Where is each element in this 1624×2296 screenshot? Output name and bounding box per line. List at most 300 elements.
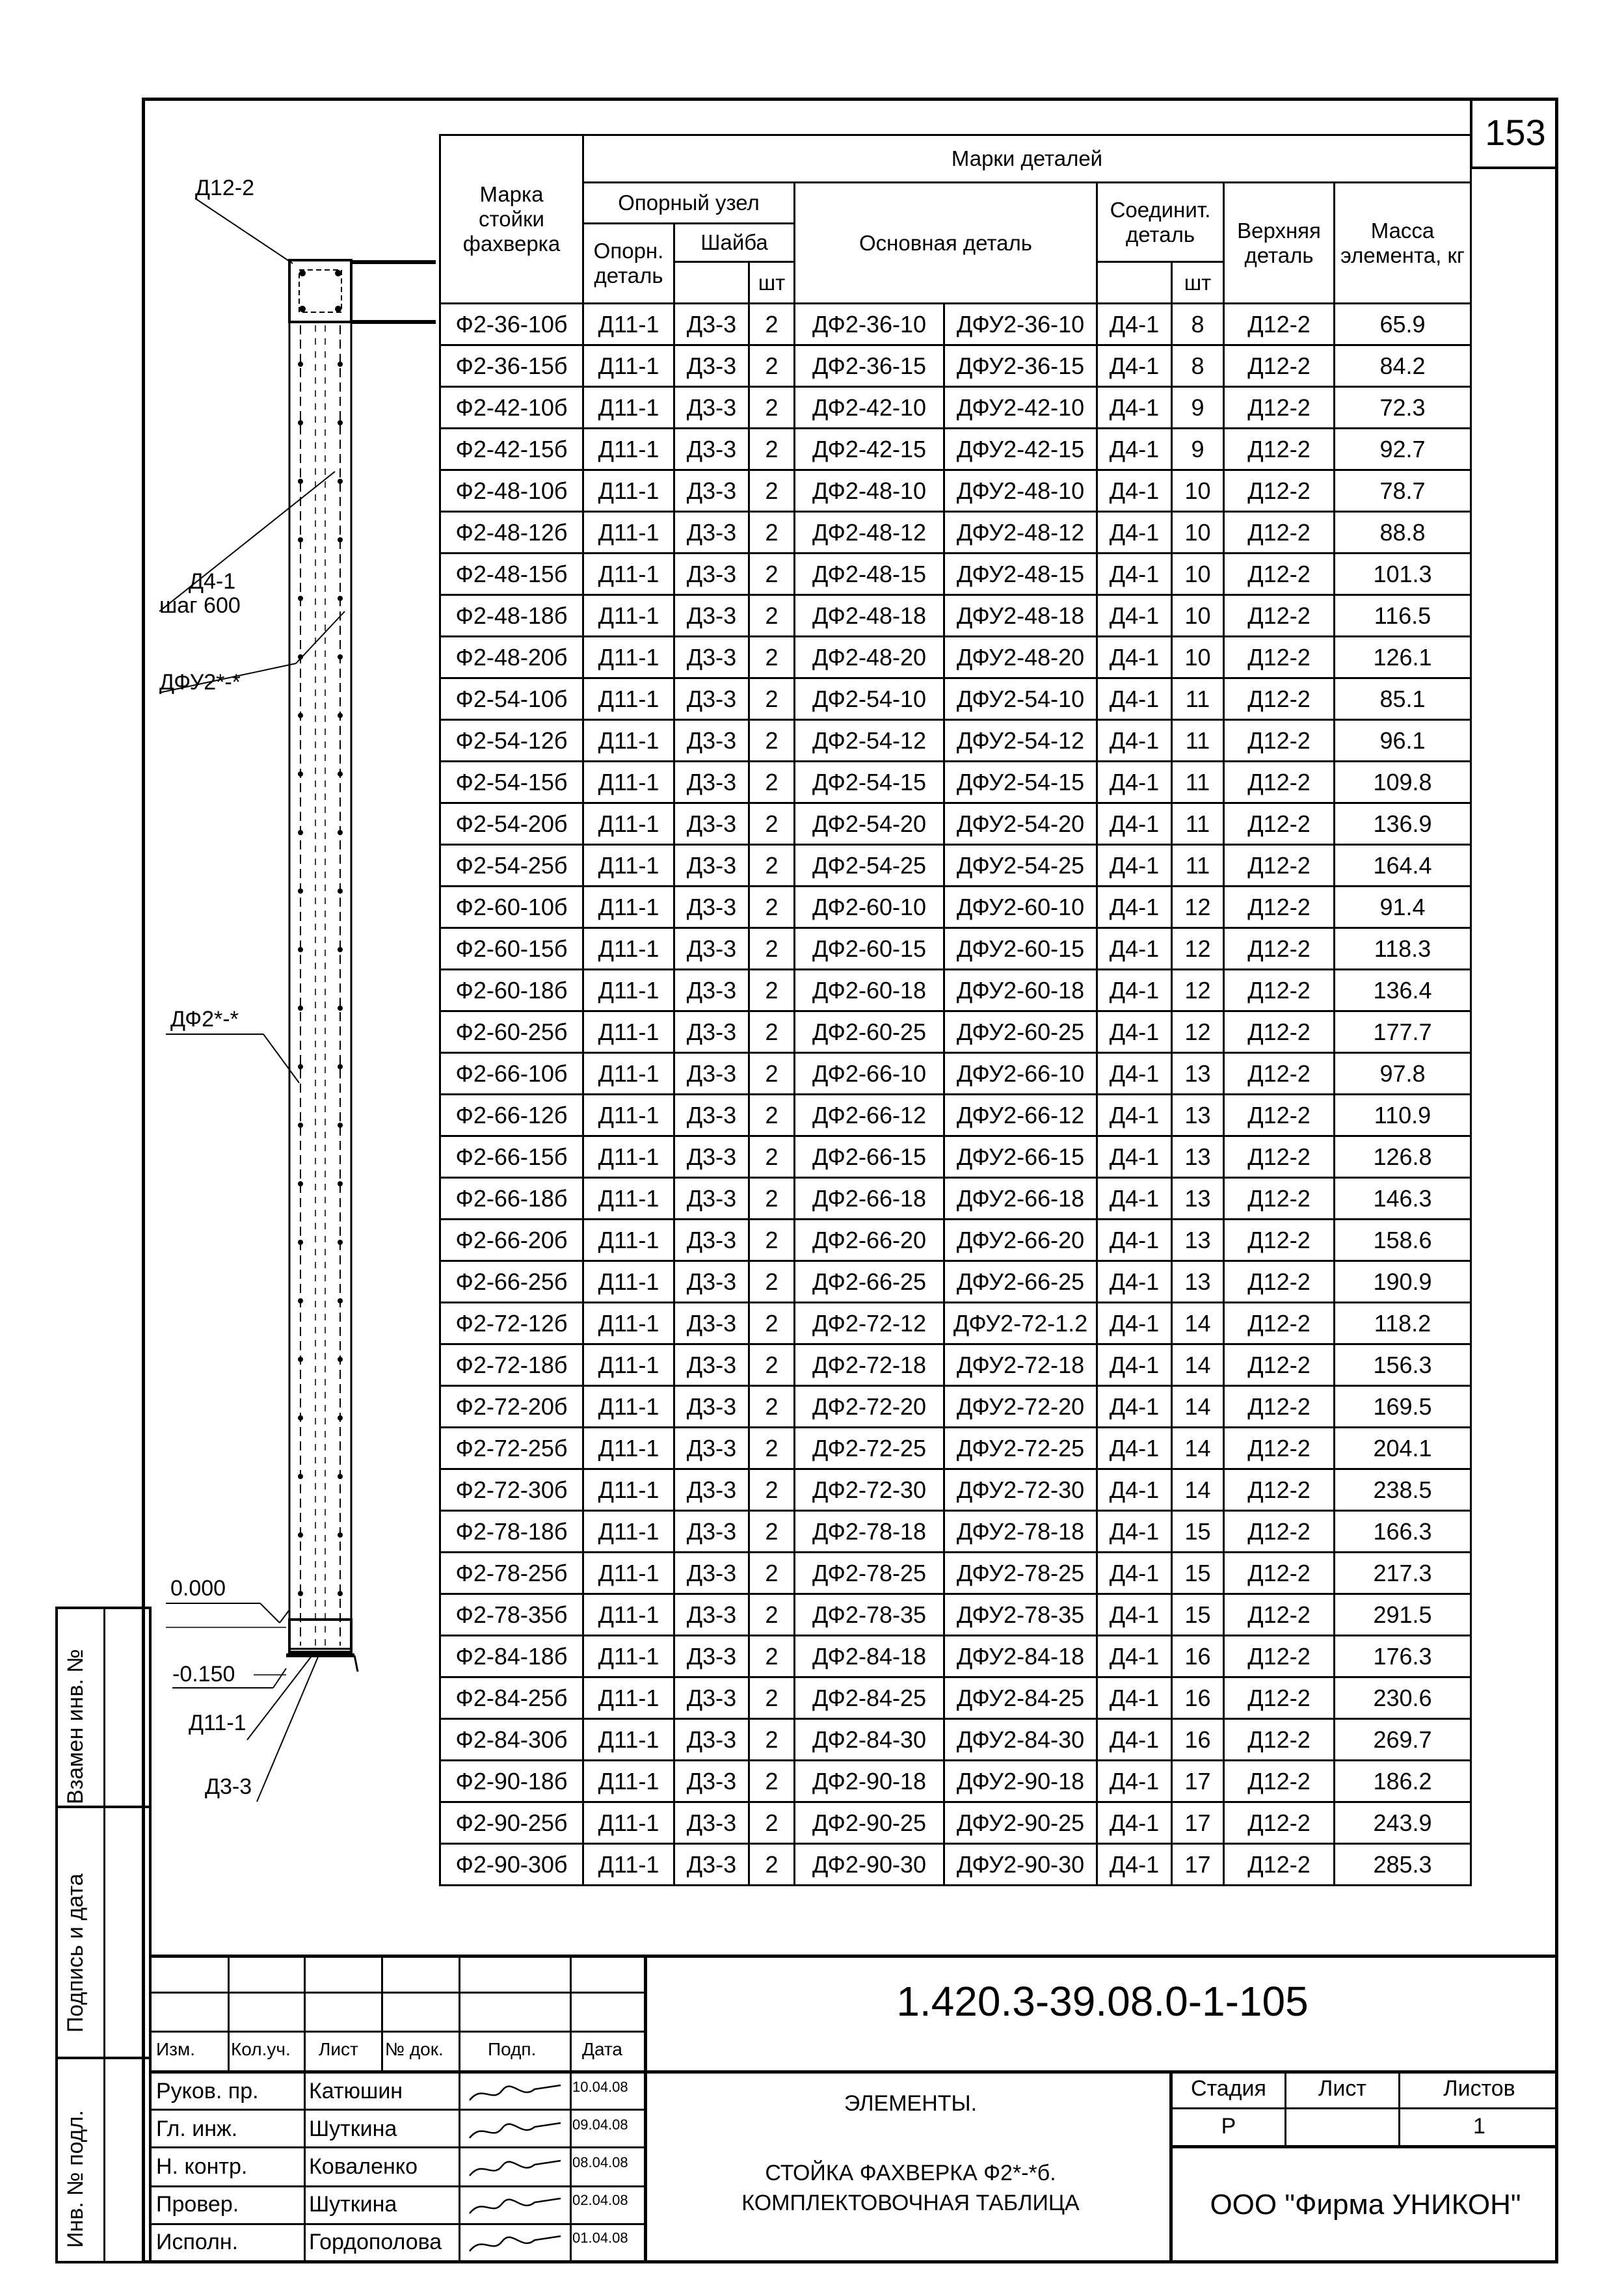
table-cell: ДФУ2-84-30 xyxy=(944,1719,1097,1761)
table-cell: Д3-3 xyxy=(674,387,749,429)
table-cell: Ф2-48-10б xyxy=(440,470,583,512)
sheets-label: Листов xyxy=(1443,2076,1515,2101)
table-cell: ДФ2-60-10 xyxy=(795,887,944,928)
table-cell: ДФУ2-78-35 xyxy=(944,1594,1097,1636)
table-row xyxy=(440,1095,1471,1136)
table-cell: 17 xyxy=(1172,1844,1224,1886)
header-top-detail: Верхняя деталь xyxy=(1224,183,1335,304)
table-cell: Д12-2 xyxy=(1224,1053,1335,1095)
header-mass: Масса элемента, кг xyxy=(1335,183,1471,304)
table-cell: Д3-3 xyxy=(674,345,749,387)
table-cell: ДФУ2-72-1.2 xyxy=(944,1303,1097,1344)
table-row xyxy=(440,595,1471,637)
bolt xyxy=(338,420,343,425)
table-cell: Д12-2 xyxy=(1224,1303,1335,1344)
table-cell: 2 xyxy=(749,1677,795,1719)
table-cell: ДФУ2-48-12 xyxy=(944,512,1097,554)
table-cell: Д11-1 xyxy=(583,803,674,845)
table-row xyxy=(440,1261,1471,1303)
header-washer: Шайба xyxy=(674,224,795,262)
table-cell: 96.1 xyxy=(1335,720,1471,762)
table-cell: 2 xyxy=(749,1719,795,1761)
table-cell: Ф2-78-18б xyxy=(440,1511,583,1553)
table-cell: 72.3 xyxy=(1335,387,1471,429)
table-cell: Д3-3 xyxy=(674,1761,749,1802)
table-cell: ДФУ2-36-15 xyxy=(944,345,1097,387)
table-cell: 156.3 xyxy=(1335,1344,1471,1386)
table-cell: ДФУ2-48-10 xyxy=(944,470,1097,512)
table-row xyxy=(440,1636,1471,1677)
table-cell: 13 xyxy=(1172,1220,1224,1261)
table-cell: ДФУ2-78-18 xyxy=(944,1511,1097,1553)
table-cell: ДФУ2-66-15 xyxy=(944,1136,1097,1178)
table-cell: ДФУ2-66-25 xyxy=(944,1261,1097,1303)
table-cell: Д3-3 xyxy=(674,1677,749,1719)
table-cell: 2 xyxy=(749,470,795,512)
table-cell: ДФУ2-90-25 xyxy=(944,1802,1097,1844)
table-cell: 136.9 xyxy=(1335,803,1471,845)
table-cell: 2 xyxy=(749,1011,795,1053)
table-cell: Ф2-84-25б xyxy=(440,1677,583,1719)
table-cell: ДФУ2-72-25 xyxy=(944,1428,1097,1469)
table-cell: Ф2-72-30б xyxy=(440,1469,583,1511)
table-cell: 2 xyxy=(749,637,795,678)
table-cell: Д4-1 xyxy=(1097,762,1172,803)
table-cell: 13 xyxy=(1172,1178,1224,1220)
bolt xyxy=(298,1532,303,1538)
table-cell: Ф2-78-35б xyxy=(440,1594,583,1636)
signer-date: 01.04.08 xyxy=(572,2230,628,2246)
table-cell: 2 xyxy=(749,554,795,595)
bolt xyxy=(338,1064,343,1069)
table-cell: Д12-2 xyxy=(1224,678,1335,720)
table-cell: 190.9 xyxy=(1335,1261,1471,1303)
table-cell: 2 xyxy=(749,304,795,345)
table-cell: ДФ2-84-25 xyxy=(795,1677,944,1719)
table-cell: ДФУ2-78-25 xyxy=(944,1553,1097,1594)
header-washer-qty: шт xyxy=(749,262,795,304)
title-line-1: ЭЛЕМЕНТЫ. xyxy=(844,2091,978,2116)
table-cell: Д3-3 xyxy=(674,887,749,928)
bolt xyxy=(338,888,343,894)
table-cell: ДФ2-90-30 xyxy=(795,1844,944,1886)
table-cell: Д4-1 xyxy=(1097,429,1172,470)
table-cell: Ф2-72-18б xyxy=(440,1344,583,1386)
sheet-label: Лист xyxy=(1318,2076,1366,2101)
table-cell: ДФУ2-90-18 xyxy=(944,1761,1097,1802)
label-step: шаг 600 xyxy=(159,593,241,618)
table-cell: Д11-1 xyxy=(583,595,674,637)
bolt xyxy=(298,771,303,777)
bolt xyxy=(338,1591,343,1596)
bolt xyxy=(298,1240,303,1245)
table-cell: Д4-1 xyxy=(1097,595,1172,637)
table-cell: ДФ2-90-18 xyxy=(795,1761,944,1802)
bolt xyxy=(298,1415,303,1421)
table-cell: 16 xyxy=(1172,1677,1224,1719)
label-top-detail: Д12-2 xyxy=(195,176,255,200)
table-cell: ДФУ2-60-18 xyxy=(944,970,1097,1011)
table-row xyxy=(440,1844,1471,1886)
table-cell: Д4-1 xyxy=(1097,1511,1172,1553)
table-cell: ДФ2-54-10 xyxy=(795,678,944,720)
bolt xyxy=(338,1474,343,1479)
table-cell: 2 xyxy=(749,845,795,887)
table-cell: ДФ2-48-12 xyxy=(795,512,944,554)
bolt xyxy=(298,479,303,484)
table-cell: Ф2-66-10б xyxy=(440,1053,583,1095)
table-cell: ДФ2-48-10 xyxy=(795,470,944,512)
table-cell: Д3-3 xyxy=(674,1220,749,1261)
table-cell: 2 xyxy=(749,1136,795,1178)
table-cell: Д3-3 xyxy=(674,1053,749,1095)
signature xyxy=(463,2191,567,2223)
table-cell: 2 xyxy=(749,928,795,970)
table-cell: ДФ2-42-10 xyxy=(795,387,944,429)
table-cell: ДФ2-54-15 xyxy=(795,762,944,803)
stage-value: Р xyxy=(1221,2114,1236,2139)
table-cell: 118.2 xyxy=(1335,1303,1471,1344)
table-cell: Ф2-60-15б xyxy=(440,928,583,970)
table-cell: Д4-1 xyxy=(1097,1136,1172,1178)
table-cell: Ф2-72-20б xyxy=(440,1386,583,1428)
table-cell: Д3-3 xyxy=(674,803,749,845)
table-row xyxy=(440,1553,1471,1594)
table-cell: Д12-2 xyxy=(1224,720,1335,762)
hdr-kol: Кол.уч. xyxy=(231,2039,291,2059)
table-cell: Д11-1 xyxy=(583,637,674,678)
table-cell: Д11-1 xyxy=(583,1719,674,1761)
table-cell: Ф2-66-18б xyxy=(440,1178,583,1220)
table-cell: ДФ2-54-12 xyxy=(795,720,944,762)
table-cell: Д11-1 xyxy=(583,1594,674,1636)
table-cell: 2 xyxy=(749,1220,795,1261)
bolt xyxy=(338,1240,343,1245)
table-cell: 2 xyxy=(749,1761,795,1802)
table-cell: Д4-1 xyxy=(1097,1469,1172,1511)
table-cell: Д11-1 xyxy=(583,1261,674,1303)
table-cell: 126.8 xyxy=(1335,1136,1471,1178)
table-cell: Д3-3 xyxy=(674,304,749,345)
table-cell: ДФУ2-48-18 xyxy=(944,595,1097,637)
table-cell: Д3-3 xyxy=(674,637,749,678)
table-row xyxy=(440,470,1471,512)
table-cell: Д11-1 xyxy=(583,1136,674,1178)
table-cell: 84.2 xyxy=(1335,345,1471,387)
table-cell: 2 xyxy=(749,512,795,554)
table-row xyxy=(440,554,1471,595)
table-cell: 204.1 xyxy=(1335,1428,1471,1469)
table-cell: 2 xyxy=(749,1802,795,1844)
table-cell: 78.7 xyxy=(1335,470,1471,512)
table-cell: ДФ2-72-12 xyxy=(795,1303,944,1344)
table-cell: Д12-2 xyxy=(1224,304,1335,345)
table-row xyxy=(440,928,1471,970)
table-cell: 2 xyxy=(749,1469,795,1511)
table-cell: Д4-1 xyxy=(1097,928,1172,970)
signer-role: Н. контр. xyxy=(156,2154,248,2179)
table-row xyxy=(440,1011,1471,1053)
table-cell: 2 xyxy=(749,970,795,1011)
table-cell: 85.1 xyxy=(1335,678,1471,720)
hdr-doc: № док. xyxy=(385,2039,444,2059)
table-cell: ДФУ2-54-25 xyxy=(944,845,1097,887)
table-cell: Ф2-60-18б xyxy=(440,970,583,1011)
table-cell: Д4-1 xyxy=(1097,1594,1172,1636)
table-cell: Д12-2 xyxy=(1224,1761,1335,1802)
table-cell: Д12-2 xyxy=(1224,1553,1335,1594)
table-cell: Д12-2 xyxy=(1224,1636,1335,1677)
table-cell: ДФ2-90-25 xyxy=(795,1802,944,1844)
sheets-value: 1 xyxy=(1473,2114,1485,2139)
signer-date: 10.04.08 xyxy=(572,2079,628,2095)
table-cell: Ф2-42-10б xyxy=(440,387,583,429)
table-cell: ДФ2-36-10 xyxy=(795,304,944,345)
table-cell: 110.9 xyxy=(1335,1095,1471,1136)
table-cell: 2 xyxy=(749,1303,795,1344)
table-cell: 164.4 xyxy=(1335,845,1471,887)
table-cell: 2 xyxy=(749,1095,795,1136)
hdr-list: Лист xyxy=(319,2039,358,2059)
table-cell: Д12-2 xyxy=(1224,928,1335,970)
table-cell: Д4-1 xyxy=(1097,970,1172,1011)
bolt xyxy=(298,537,303,542)
table-row xyxy=(440,678,1471,720)
table-cell: Д3-3 xyxy=(674,720,749,762)
table-cell: Д3-3 xyxy=(674,1469,749,1511)
table-cell: Д11-1 xyxy=(583,1469,674,1511)
table-cell: Ф2-42-15б xyxy=(440,429,583,470)
table-cell: Д4-1 xyxy=(1097,1844,1172,1886)
table-cell: ДФ2-84-18 xyxy=(795,1636,944,1677)
table-cell: Д4-1 xyxy=(1097,720,1172,762)
table-cell: Ф2-48-12б xyxy=(440,512,583,554)
table-row xyxy=(440,720,1471,762)
column-body xyxy=(289,322,351,1649)
table-cell: ДФУ2-66-20 xyxy=(944,1220,1097,1261)
table-cell: Д11-1 xyxy=(583,1095,674,1136)
bolt xyxy=(338,771,343,777)
table-cell: Д12-2 xyxy=(1224,1220,1335,1261)
table-cell: Ф2-84-18б xyxy=(440,1636,583,1677)
table-cell: 15 xyxy=(1172,1594,1224,1636)
table-cell: Д12-2 xyxy=(1224,1261,1335,1303)
table-cell: 177.7 xyxy=(1335,1011,1471,1053)
table-cell: 126.1 xyxy=(1335,637,1471,678)
bolt xyxy=(298,596,303,601)
bolt xyxy=(338,1006,343,1011)
table-cell: ДФУ2-84-25 xyxy=(944,1677,1097,1719)
table-cell: 11 xyxy=(1172,720,1224,762)
table-cell: Д11-1 xyxy=(583,1677,674,1719)
table-cell: 17 xyxy=(1172,1802,1224,1844)
table-cell: 109.8 xyxy=(1335,762,1471,803)
signer-role: Провер. xyxy=(156,2192,239,2217)
table-cell: Д12-2 xyxy=(1224,1719,1335,1761)
table-cell: Д3-3 xyxy=(674,595,749,637)
table-cell: Д3-3 xyxy=(674,970,749,1011)
table-row xyxy=(440,512,1471,554)
table-row xyxy=(440,1469,1471,1511)
table-cell: 2 xyxy=(749,387,795,429)
table-cell: 217.3 xyxy=(1335,1553,1471,1594)
bolt xyxy=(298,713,303,718)
table-cell: 92.7 xyxy=(1335,429,1471,470)
table-cell: 13 xyxy=(1172,1053,1224,1095)
table-cell: Д4-1 xyxy=(1097,470,1172,512)
table-cell: 14 xyxy=(1172,1303,1224,1344)
table-cell: ДФУ2-84-18 xyxy=(944,1636,1097,1677)
table-row xyxy=(440,429,1471,470)
table-cell: 10 xyxy=(1172,554,1224,595)
table-cell: 186.2 xyxy=(1335,1761,1471,1802)
table-cell: Д3-3 xyxy=(674,1636,749,1677)
table-cell: Д12-2 xyxy=(1224,1178,1335,1220)
bolt xyxy=(298,830,303,835)
table-cell: Д11-1 xyxy=(583,554,674,595)
table-cell: Д4-1 xyxy=(1097,1303,1172,1344)
table-cell: Д4-1 xyxy=(1097,1802,1172,1844)
table-row xyxy=(440,1428,1471,1469)
table-cell: Д11-1 xyxy=(583,1802,674,1844)
table-cell: Д12-2 xyxy=(1224,470,1335,512)
table-cell: Ф2-48-15б xyxy=(440,554,583,595)
header-mark: Марка стойки фахверка xyxy=(440,135,583,304)
table-cell: 146.3 xyxy=(1335,1178,1471,1220)
bottom-plate xyxy=(289,1620,351,1652)
table-cell: 11 xyxy=(1172,678,1224,720)
table-cell: ДФУ2-54-15 xyxy=(944,762,1097,803)
table-cell: Д11-1 xyxy=(583,762,674,803)
table-cell: Д12-2 xyxy=(1224,887,1335,928)
table-cell: ДФ2-66-12 xyxy=(795,1095,944,1136)
table-row xyxy=(440,1220,1471,1261)
table-row xyxy=(440,1386,1471,1428)
table-row xyxy=(440,762,1471,803)
sheet-number: 153 xyxy=(1470,98,1558,169)
table-cell: ДФУ2-66-10 xyxy=(944,1053,1097,1095)
signature xyxy=(463,2115,567,2148)
table-row xyxy=(440,637,1471,678)
bolt xyxy=(338,713,343,718)
table-cell: Д4-1 xyxy=(1097,1386,1172,1428)
table-cell: Д12-2 xyxy=(1224,762,1335,803)
table-cell: Д4-1 xyxy=(1097,554,1172,595)
table-row xyxy=(440,1344,1471,1386)
table-cell: 14 xyxy=(1172,1469,1224,1511)
table-cell: Ф2-90-18б xyxy=(440,1761,583,1802)
table-cell: Д4-1 xyxy=(1097,1761,1172,1802)
table-cell: Д3-3 xyxy=(674,1261,749,1303)
table-cell: 230.6 xyxy=(1335,1677,1471,1719)
table-cell: 269.7 xyxy=(1335,1719,1471,1761)
table-row xyxy=(440,1303,1471,1344)
signer-name: Шуткина xyxy=(309,2192,397,2217)
table-cell: Д11-1 xyxy=(583,970,674,1011)
table-cell: 2 xyxy=(749,1261,795,1303)
table-cell: Д11-1 xyxy=(583,1220,674,1261)
table-cell: 14 xyxy=(1172,1428,1224,1469)
table-cell: 8 xyxy=(1172,304,1224,345)
table-cell: 97.8 xyxy=(1335,1053,1471,1095)
table-cell: Д12-2 xyxy=(1224,1594,1335,1636)
table-cell: Д4-1 xyxy=(1097,345,1172,387)
table-cell: ДФ2-78-25 xyxy=(795,1553,944,1594)
bolt xyxy=(298,1357,303,1362)
header-conn-qty: шт xyxy=(1172,262,1224,304)
table-cell: ДФУ2-54-10 xyxy=(944,678,1097,720)
table-cell: 10 xyxy=(1172,595,1224,637)
table-cell: Д3-3 xyxy=(674,554,749,595)
table-cell: 10 xyxy=(1172,512,1224,554)
table-cell: 2 xyxy=(749,1428,795,1469)
bolt xyxy=(338,1181,343,1186)
company-name: ООО "Фирма УНИКОН" xyxy=(1210,2189,1521,2221)
table-cell: 2 xyxy=(749,720,795,762)
table-cell: 13 xyxy=(1172,1261,1224,1303)
table-cell: Д12-2 xyxy=(1224,1428,1335,1469)
table-cell: Д4-1 xyxy=(1097,1553,1172,1594)
table-cell: 238.5 xyxy=(1335,1469,1471,1511)
signature xyxy=(463,2077,567,2110)
table-cell: ДФУ2-66-18 xyxy=(944,1178,1097,1220)
table-cell: Д4-1 xyxy=(1097,1095,1172,1136)
bolt xyxy=(338,1357,343,1362)
table-cell: 88.8 xyxy=(1335,512,1471,554)
table-cell: ДФ2-78-18 xyxy=(795,1511,944,1553)
signature xyxy=(463,2153,567,2185)
signer-name: Коваленко xyxy=(309,2154,418,2179)
table-row xyxy=(440,887,1471,928)
table-cell: 17 xyxy=(1172,1761,1224,1802)
hdr-izm: Изм. xyxy=(156,2039,195,2059)
replace-inv-label: Взамен инв. № xyxy=(63,1649,88,1804)
table-cell: Д4-1 xyxy=(1097,304,1172,345)
table-cell: ДФ2-72-18 xyxy=(795,1344,944,1386)
table-cell: Д12-2 xyxy=(1224,1344,1335,1386)
bolt xyxy=(298,1006,303,1011)
header-main-detail: Основная деталь xyxy=(795,183,1097,304)
table-cell: ДФУ2-72-18 xyxy=(944,1344,1097,1386)
table-cell: Ф2-60-25б xyxy=(440,1011,583,1053)
table-cell: ДФУ2-72-30 xyxy=(944,1469,1097,1511)
table-cell: Д11-1 xyxy=(583,345,674,387)
table-row xyxy=(440,1761,1471,1802)
table-cell: 243.9 xyxy=(1335,1802,1471,1844)
signer-name: Шуткина xyxy=(309,2116,397,2141)
table-cell: 169.5 xyxy=(1335,1386,1471,1428)
table-cell: ДФ2-48-18 xyxy=(795,595,944,637)
table-cell: Ф2-54-15б xyxy=(440,762,583,803)
table-cell: Д3-3 xyxy=(674,1095,749,1136)
table-cell: Д3-3 xyxy=(674,1844,749,1886)
table-cell: 12 xyxy=(1172,887,1224,928)
table-cell: 10 xyxy=(1172,637,1224,678)
table-cell: ДФУ2-60-15 xyxy=(944,928,1097,970)
table-cell: Ф2-66-12б xyxy=(440,1095,583,1136)
signer-role: Руков. пр. xyxy=(156,2079,259,2103)
spec-table xyxy=(439,134,1472,1886)
signer-date: 02.04.08 xyxy=(572,2192,628,2208)
table-cell: Д3-3 xyxy=(674,1511,749,1553)
table-cell: Ф2-66-15б xyxy=(440,1136,583,1178)
table-cell: ДФУ2-42-15 xyxy=(944,429,1097,470)
table-cell: 2 xyxy=(749,1844,795,1886)
table-cell: ДФ2-84-30 xyxy=(795,1719,944,1761)
table-row xyxy=(440,1511,1471,1553)
table-cell: Ф2-36-10б xyxy=(440,304,583,345)
table-cell: 2 xyxy=(749,1178,795,1220)
